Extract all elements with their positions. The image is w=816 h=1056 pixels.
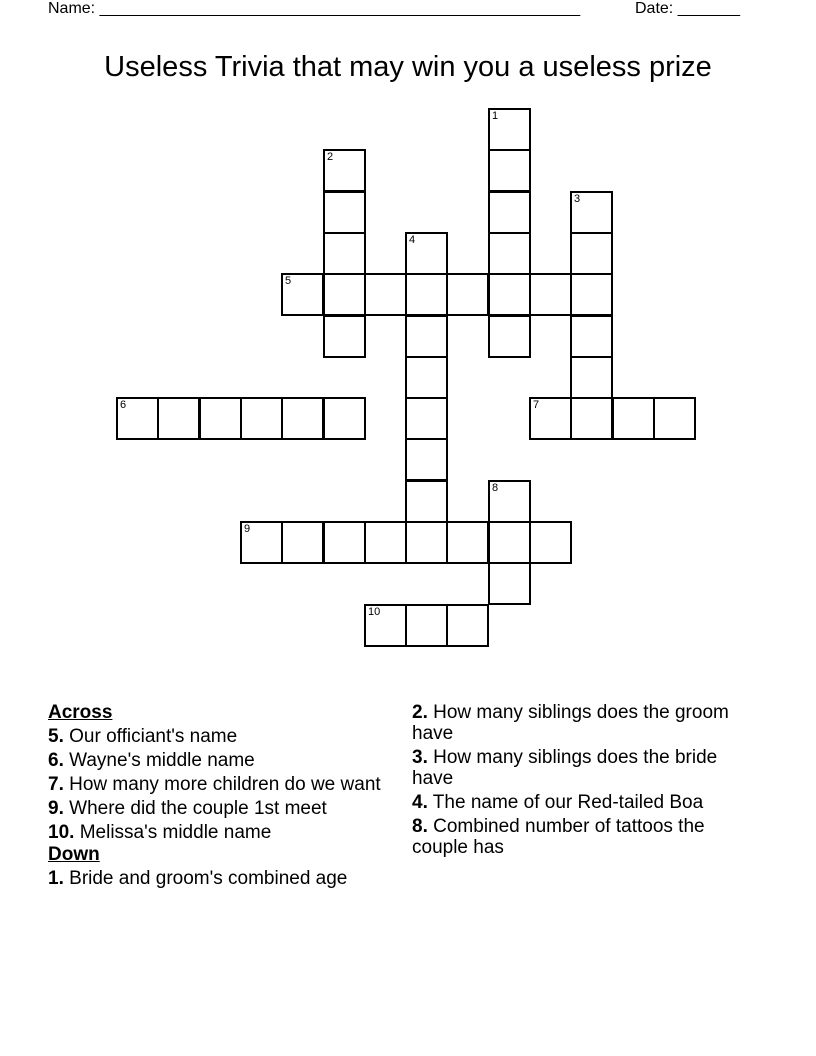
grid-cell[interactable] <box>405 397 448 440</box>
grid-cell[interactable] <box>653 397 696 440</box>
clue-down-3 <box>412 747 742 789</box>
grid-cell[interactable] <box>488 562 531 605</box>
cell-number: 8 <box>492 482 499 494</box>
name-blank[interactable]: ______________________________________________________ <box>99 0 581 17</box>
cell-number: 7 <box>533 399 540 411</box>
clue-down-2 <box>412 702 742 744</box>
clue-number: 5. <box>48 726 64 747</box>
clue-text: How many siblings does the bride have <box>412 747 718 789</box>
grid-cell[interactable] <box>488 108 531 151</box>
grid-cell[interactable] <box>570 315 613 358</box>
grid-cell[interactable] <box>323 149 366 192</box>
clue-text: Melissa's middle name <box>79 822 272 843</box>
cell-number: 2 <box>327 151 334 163</box>
clue-across-7 <box>48 774 388 795</box>
grid-cell[interactable] <box>405 521 448 564</box>
cell-number: 4 <box>409 234 416 246</box>
clue-across-6 <box>48 750 388 771</box>
cell-number: 3 <box>574 193 581 205</box>
date-label: Date: <box>635 0 674 17</box>
grid-cell[interactable] <box>446 604 489 647</box>
grid-cell[interactable] <box>570 397 613 440</box>
clue-number: 10. <box>48 822 75 843</box>
grid-cell[interactable] <box>446 521 489 564</box>
grid-cell[interactable] <box>240 521 283 564</box>
clue-text: How many siblings does the groom have <box>412 702 729 744</box>
clue-text: The name of our Red-tailed Boa <box>432 792 704 813</box>
grid-cell[interactable] <box>405 232 448 275</box>
grid-cell[interactable] <box>570 273 613 316</box>
grid-cell[interactable] <box>405 315 448 358</box>
grid-cell[interactable] <box>405 604 448 647</box>
grid-cell[interactable] <box>323 273 366 316</box>
grid-cell[interactable] <box>281 521 324 564</box>
grid-cell[interactable] <box>157 397 200 440</box>
grid-cell[interactable] <box>281 397 324 440</box>
grid-cell[interactable] <box>116 397 159 440</box>
grid-cell[interactable] <box>323 232 366 275</box>
clue-text: Bride and groom's combined age <box>69 868 348 889</box>
cell-number: 10 <box>368 606 381 618</box>
clue-text: How many more children do we want <box>69 774 381 795</box>
clue-number: 2. <box>412 702 428 723</box>
cell-number: 9 <box>244 523 251 535</box>
grid-cell[interactable] <box>488 480 531 523</box>
grid-cell[interactable] <box>323 191 366 234</box>
grid-cell[interactable] <box>570 191 613 234</box>
grid-cell[interactable] <box>199 397 242 440</box>
clue-text: Combined number of tattoos the couple has <box>412 816 705 858</box>
grid-cell[interactable] <box>446 273 489 316</box>
clue-down-1 <box>48 868 388 889</box>
grid-cell[interactable] <box>405 356 448 399</box>
grid-cell[interactable] <box>529 397 572 440</box>
name-label: Name: <box>48 0 96 17</box>
grid-cell[interactable] <box>570 356 613 399</box>
clue-text: Wayne's middle name <box>69 750 255 771</box>
clue-number: 1. <box>48 868 64 889</box>
clue-number: 9. <box>48 798 64 819</box>
grid-cell[interactable] <box>405 438 448 481</box>
grid-cell[interactable] <box>488 521 531 564</box>
clue-number: 3. <box>412 747 428 768</box>
clue-number: 7. <box>48 774 64 795</box>
clue-across-9 <box>48 798 388 819</box>
clues-column-left <box>48 702 388 892</box>
grid-cell[interactable] <box>405 480 448 523</box>
clues-column-right <box>412 702 742 861</box>
grid-cell[interactable] <box>323 397 366 440</box>
grid-cell[interactable] <box>323 315 366 358</box>
grid-cell[interactable] <box>240 397 283 440</box>
grid-cell[interactable] <box>364 273 407 316</box>
grid-cell[interactable] <box>570 232 613 275</box>
cell-number: 5 <box>285 275 292 287</box>
across-heading: Across <box>48 702 113 723</box>
clue-across-10 <box>48 822 388 843</box>
down-heading: Down <box>48 844 100 865</box>
clue-number: 6. <box>48 750 64 771</box>
grid-cell[interactable] <box>364 604 407 647</box>
page-title: Useless Trivia that may win you a useless prize <box>104 51 712 83</box>
grid-cell[interactable] <box>488 232 531 275</box>
grid-cell[interactable] <box>323 521 366 564</box>
clue-text: Where did the couple 1st meet <box>69 798 327 819</box>
grid-cell[interactable] <box>405 273 448 316</box>
grid-cell[interactable] <box>364 521 407 564</box>
grid-cell[interactable] <box>529 273 572 316</box>
grid-cell[interactable] <box>281 273 324 316</box>
grid-cell[interactable] <box>488 315 531 358</box>
clue-number: 8. <box>412 816 428 837</box>
grid-cell[interactable] <box>529 521 572 564</box>
grid-cell[interactable] <box>488 191 531 234</box>
date-blank[interactable]: _______ <box>677 0 740 17</box>
clue-across-5 <box>48 726 388 747</box>
grid-cell[interactable] <box>612 397 655 440</box>
clue-down-4 <box>412 792 742 813</box>
cell-number: 6 <box>120 399 127 411</box>
clue-number: 4. <box>412 792 428 813</box>
clue-down-8 <box>412 816 742 858</box>
grid-cell[interactable] <box>488 273 531 316</box>
cell-number: 1 <box>492 110 499 122</box>
grid-cell[interactable] <box>488 149 531 192</box>
clue-text: Our officiant's name <box>69 726 238 747</box>
